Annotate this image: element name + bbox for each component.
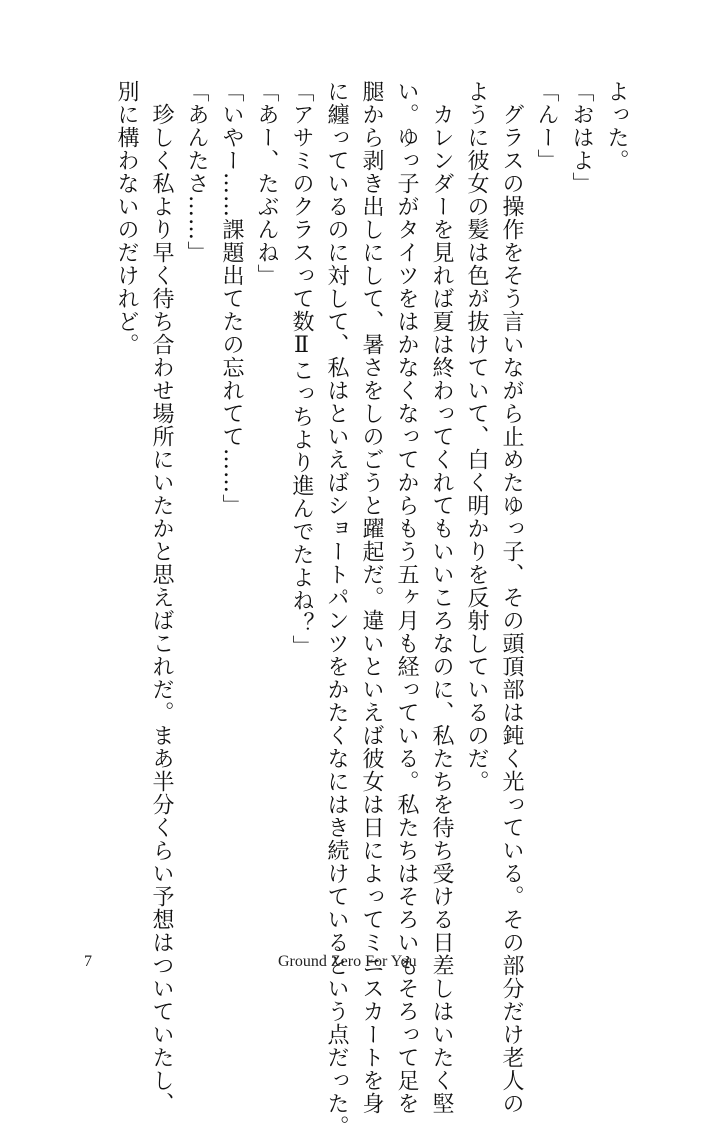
text-line: 「アサミのクラスって数Ⅱこっちより進んでたよね？」 (289, 80, 314, 658)
text-line: 「いやー……課題出てたの忘れてて……」 (219, 80, 244, 517)
page-footer (0, 953, 726, 977)
text-line: に纏っているのに対して、私はといえばショートパンツをかたくなにはき続けているという点だった。 (324, 80, 349, 1138)
text-line: よった。 (604, 80, 629, 172)
text-line: 珍しく私より早く待ち合わせ場所にいたかと思えばこれだ。まあ半分くらい予想はついていたし、 (149, 80, 174, 1115)
text-line: カレンダーを見れば夏は終わってくれてもいいころなのに、私たちを待ち受ける日差しはいたく堅 (429, 80, 454, 1115)
text-line: 「あんたさ……」 (184, 80, 209, 264)
running-title: Ground Zero For You (278, 953, 417, 970)
text-line: 腿から剥き出しにして、暑さをしのごうと躍起だ。違いといえば彼女は日によってミニスカートを身 (359, 80, 384, 1115)
text-line: 「んー」 (534, 80, 559, 172)
text-line: ように彼女の髪は色が抜けていて、白く明かりを反射しているのだ。 (464, 80, 489, 793)
text-line: 「おはよ」 (569, 80, 594, 195)
text-line: 「あー、たぶんね」 (254, 80, 279, 287)
text-line: グラスの操作をそう言いながら止めたゆっ子、その頭頂部は鈍く光っている。その部分だけ老人の (499, 80, 524, 1115)
text-line: 別に構わないのだけれど。 (114, 80, 139, 356)
page-number: 7 (84, 953, 92, 970)
text-line: い。ゆっ子がタイツをはかなくなってからもう五ヶ月も経っている。私たちはそろいもそろって足を (394, 80, 419, 1115)
